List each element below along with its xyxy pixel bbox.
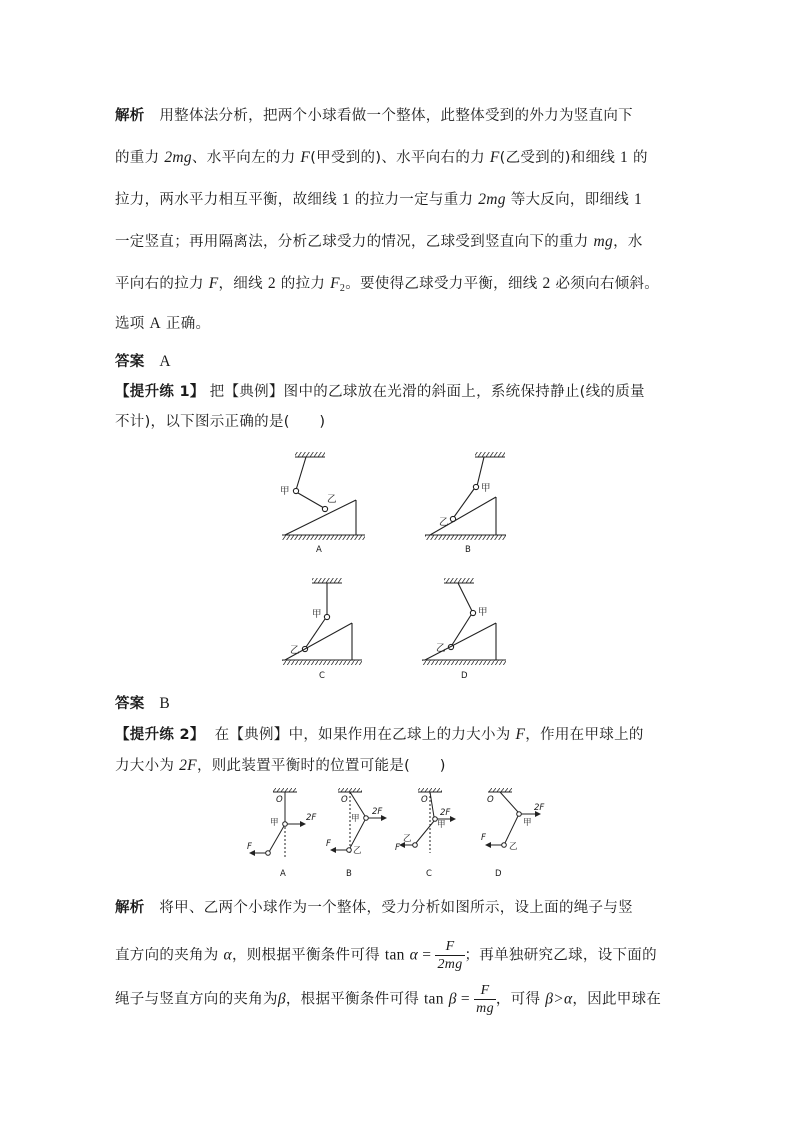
label-jia: 甲 — [523, 818, 532, 828]
math: F — [515, 726, 526, 743]
label-f: F — [395, 843, 400, 853]
text: 直方向的夹角为 — [115, 947, 224, 964]
text: 。要使得乙球受力平衡，细线 — [345, 276, 543, 292]
math: 2 — [542, 275, 551, 292]
math: α — [409, 946, 419, 964]
text: (乙受到的)和细线 — [499, 150, 621, 166]
option-label-b: B — [465, 545, 471, 555]
text: 拉力，两水平力相互平衡，故细线 — [115, 192, 342, 208]
text: 用整体法分析，把两个小球看做一个整体，此整体受到的外力为竖直向下 — [159, 108, 633, 124]
label-o: O — [487, 795, 494, 805]
para1-line1 — [115, 106, 633, 126]
text: ，可得 — [495, 991, 546, 1008]
para1-line2 — [115, 148, 648, 168]
denominator: mg — [476, 1001, 494, 1016]
math: F — [300, 149, 311, 166]
option-a-diagram — [282, 452, 365, 540]
math: tan — [384, 946, 405, 964]
math: 2F — [179, 757, 197, 774]
label-jia: 甲 — [280, 486, 290, 497]
label-yi: 乙 — [353, 846, 362, 856]
option-label-c: C — [426, 869, 432, 879]
text: (甲受到的)、水平向右的力 — [310, 150, 490, 166]
text: 把【典例】图中的乙球放在光滑的斜面上，系统保持静止(线的质量 — [209, 384, 645, 400]
text: ，则此装置平衡时的位置可能是( ) — [196, 758, 446, 774]
label-yi: 乙 — [436, 643, 446, 654]
ex1-line1 — [115, 382, 645, 402]
answer-value: B — [159, 695, 170, 712]
para1-line5 — [115, 274, 659, 299]
text: 的 — [628, 150, 648, 166]
text: 平向右的拉力 — [115, 276, 209, 292]
math: A — [149, 315, 162, 332]
text: 不计)，以下图示正确的是( ) — [115, 414, 326, 430]
math: α — [223, 946, 232, 964]
exercise-label: 【提升练 1】 — [115, 384, 205, 400]
text: 的拉力 — [275, 276, 331, 292]
answer-value: A — [159, 353, 171, 370]
option-d-diagram — [422, 578, 506, 665]
text: 等大反向，即细线 — [505, 192, 635, 208]
text: 在【典例】中，如果作用在乙球上的力大小为 — [214, 727, 516, 743]
math: 2mg — [164, 149, 192, 166]
option-label-c: C — [319, 671, 325, 681]
math: 1 — [620, 149, 629, 166]
fraction-tan-beta — [474, 982, 496, 1017]
option-d-force-diagram — [486, 788, 540, 847]
numerator: F — [474, 982, 496, 1000]
text: 选项 — [115, 316, 150, 332]
answer-label: 答案 — [115, 696, 145, 712]
label-jia: 甲 — [478, 607, 488, 618]
text: 一定竖直；再用隔离法，分析乙球受力的情况，乙球受到竖直向下的重力 — [115, 234, 594, 250]
math: F — [208, 275, 219, 292]
para1-line3 — [115, 190, 642, 210]
analysis-label: 解析 — [115, 900, 145, 916]
text: 的拉力一定与重力 — [349, 192, 479, 208]
label-jia: 甲 — [351, 814, 360, 824]
text: ，细线 — [218, 276, 268, 292]
answer-label: 答案 — [115, 354, 145, 370]
text: 将甲、乙两个小球作为一个整体，受力分析如图所示，设上面的绳子与竖 — [159, 900, 633, 916]
text: ，因此甲球在 — [572, 991, 662, 1008]
ex1-line2 — [115, 412, 325, 432]
para2-line1 — [115, 898, 633, 918]
text: 的重力 — [115, 150, 165, 166]
fraction-tan-alpha — [435, 938, 464, 973]
math: β — [277, 990, 286, 1008]
label-f: F — [481, 833, 486, 843]
math: 2 — [267, 275, 276, 292]
option-label-a: A — [316, 545, 322, 555]
label-yi: 乙 — [509, 842, 518, 852]
label-2f: 2F — [534, 803, 545, 813]
text: 必须向右倾斜。 — [550, 276, 660, 292]
option-label-a: A — [280, 869, 286, 879]
label-2f: 2F — [440, 808, 451, 818]
option-label-d: D — [461, 671, 468, 681]
label-f: F — [247, 842, 252, 852]
para1-line6 — [115, 314, 210, 334]
label-2f: 2F — [306, 813, 317, 823]
label-jia: 甲 — [312, 609, 322, 620]
text: ；再单独研究乙球，设下面的 — [464, 947, 657, 964]
label-jia: 甲 — [270, 818, 279, 828]
label-f: F — [326, 839, 331, 849]
option-b-diagram — [425, 452, 506, 540]
text: 正确。 — [161, 316, 211, 332]
math: F — [330, 275, 340, 292]
text: ，作用在甲球上的 — [525, 727, 644, 743]
math: F — [489, 149, 500, 166]
answer2 — [115, 694, 170, 714]
ex2-line1 — [115, 725, 644, 745]
text: 、水平向左的力 — [191, 150, 301, 166]
numerator: F — [435, 938, 464, 956]
text: ，则根据平衡条件可得 — [231, 947, 385, 964]
label-o: O — [421, 795, 428, 805]
label-jia: 甲 — [481, 483, 491, 494]
label-yi: 乙 — [290, 645, 300, 656]
figure-force-options — [240, 783, 570, 883]
para1-line4 — [115, 232, 643, 252]
label-o: O — [276, 795, 283, 805]
label-jia: 甲 — [437, 820, 446, 830]
math: 2mg — [478, 191, 506, 208]
para2-line3: 绳子与竖直方向的夹角为β，根据平衡条件可得 tan β = $\frac{F}{mg}$ ，可得 β>α，因此甲球在 — [115, 983, 662, 1016]
option-label-d: D — [495, 869, 502, 879]
analysis-label: 解析 — [115, 108, 145, 124]
label-yi: 乙 — [439, 517, 449, 528]
denominator: 2mg — [437, 957, 463, 972]
exercise-label: 【提升练 2】 — [115, 727, 205, 743]
text: 力大小为 — [115, 758, 180, 774]
math: mg — [593, 233, 614, 250]
text: ，根据平衡条件可得 — [285, 991, 424, 1008]
math: tan — [423, 990, 444, 1008]
label-yi: 乙 — [327, 494, 337, 505]
ex2-line2 — [115, 756, 446, 776]
math: 1 — [634, 191, 643, 208]
option-label-b: B — [346, 869, 352, 879]
math-subscript: 2 — [339, 283, 346, 294]
math: β>α — [545, 990, 573, 1008]
math: β — [448, 990, 457, 1008]
text: ，水 — [613, 234, 643, 250]
figure-incline-options — [270, 445, 530, 685]
text: 绳子与竖直方向的夹角为 — [115, 991, 278, 1008]
answer1 — [115, 352, 171, 372]
label-2f: 2F — [372, 807, 383, 817]
label-yi: 乙 — [403, 834, 412, 844]
math: 1 — [341, 191, 350, 208]
label-o: O — [341, 795, 348, 805]
para2-line2: 直方向的夹角为 α，则根据平衡条件可得 tan α = $\frac{F}{2mg}$ ；再单独研究乙球，设下面的 — [115, 939, 657, 972]
